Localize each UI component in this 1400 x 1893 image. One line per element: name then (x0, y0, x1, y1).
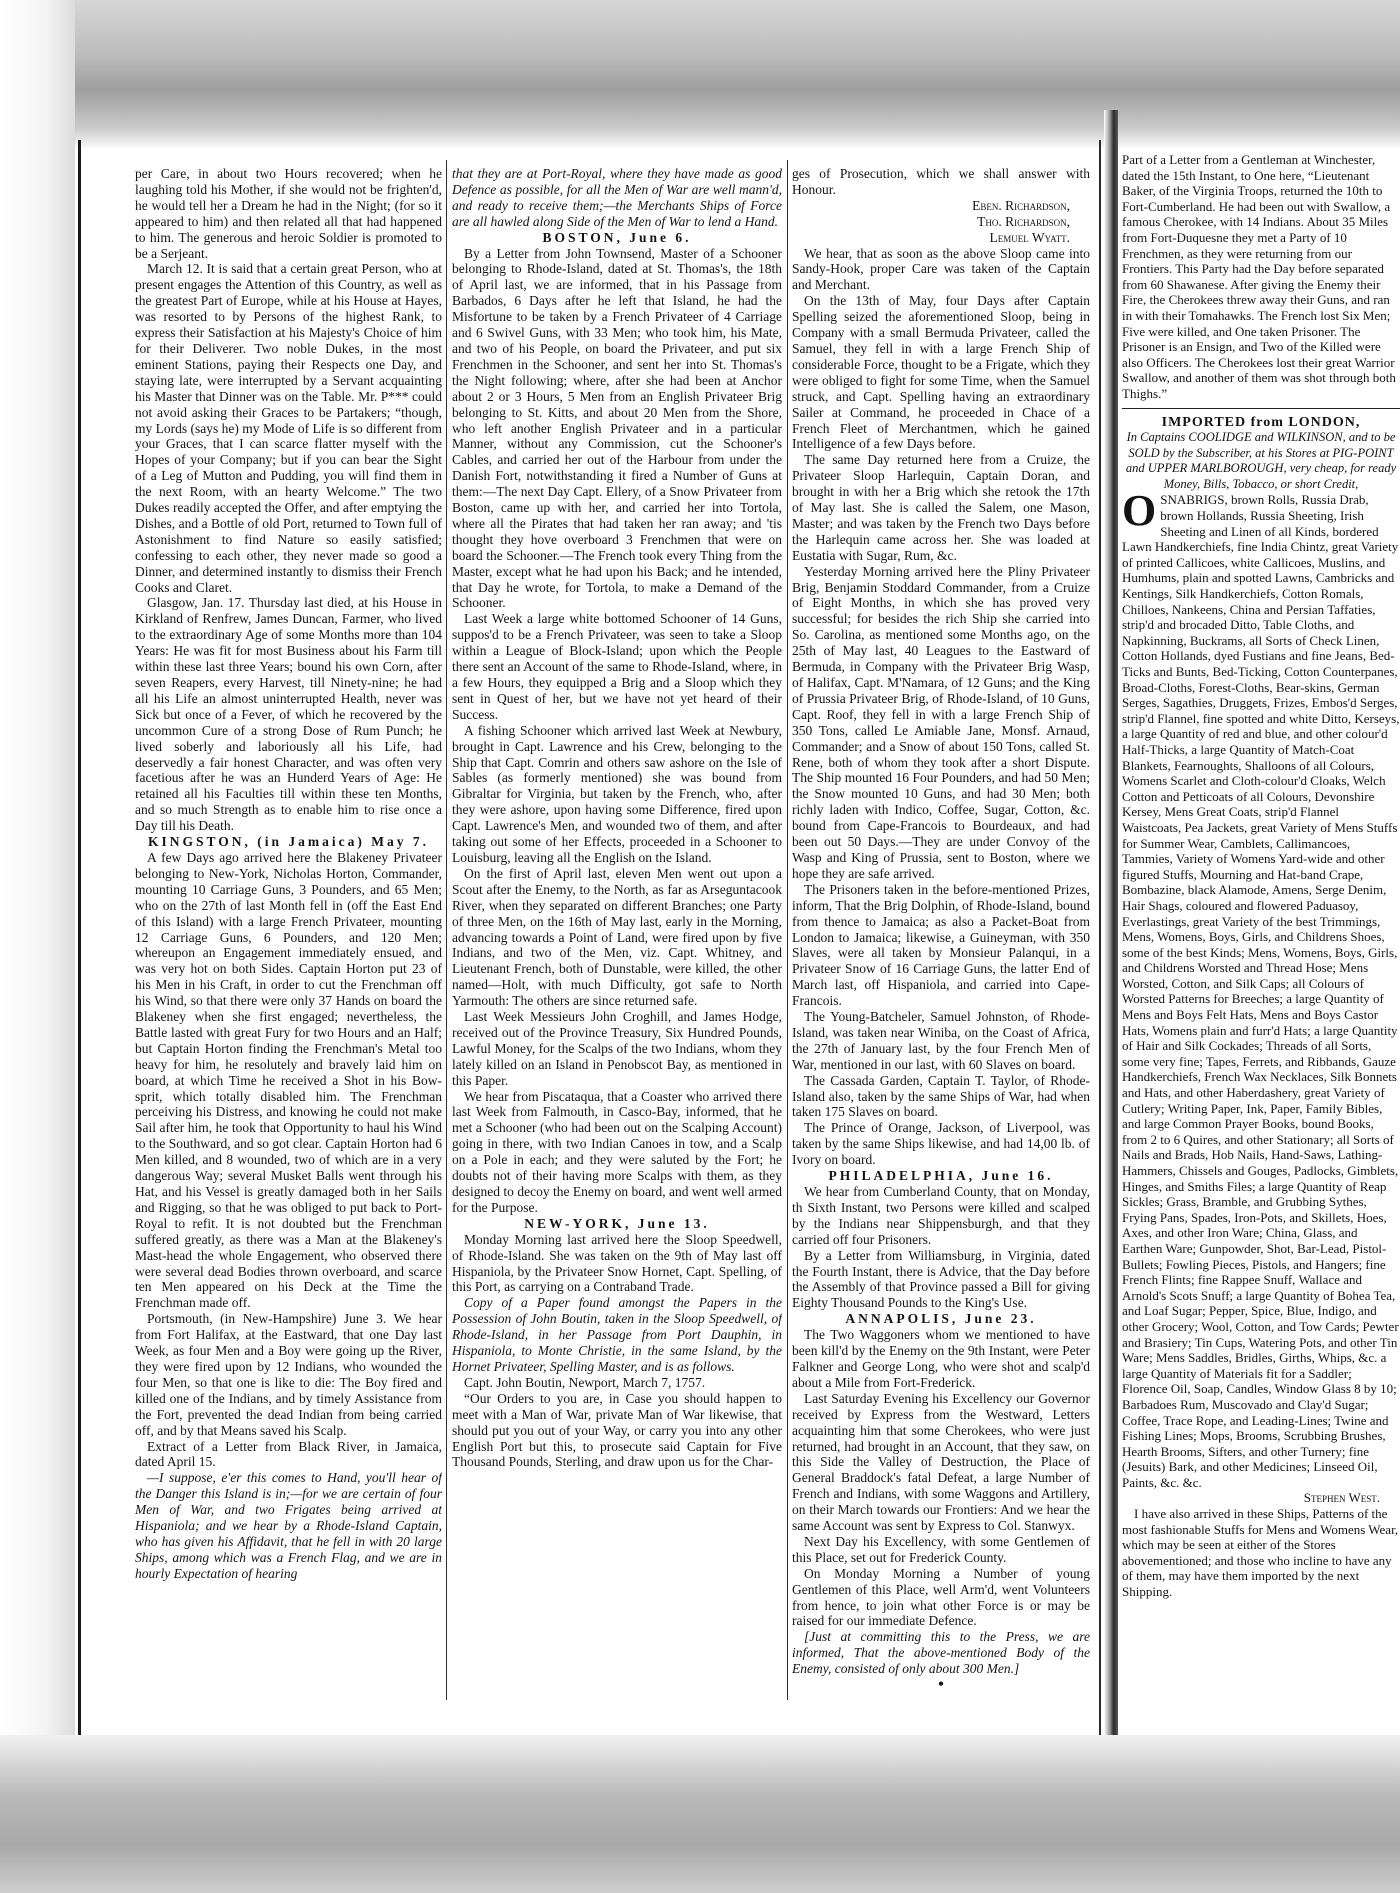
article-paragraph: March 12. It is said that a certain great Person, who at present engages the Attention of this Country, as well as the greatest Part of Europe, while at his House at Hayes, was resorted to by Persons of the highest Rank, to express their Satisfaction at his Majesty's Choice of him for their Deliverer. Two noble Dukes, in the most eminent Stations, paying their Respects one Day, and staying late, were interrupted by a Servant acquainting his Master that Dinner was on the Table. Mr. P*** could not avoid asking their Graces to be Partakers; “though, my Lords (says he) my Mode of Life is so different from your Graces, that I can scarce flatter myself with the Hopes of your Company; but if you can bear the Sight of a Leg of Mutton and Pudding, you will find them in the next Room, with an hearty Welcome.” The two Dukes readily accepted the Offer, and after emptying the Dishes, and a Bottle of old Port, returned to Town full of Astonishment to find Nature so easily satisfied; confessing to each other, they never made so good a Dinner, and determined instantly to dismiss their French Cooks and Claret. (135, 261, 442, 595)
page-fold-gutter (1104, 110, 1118, 1760)
signature-line: Eben. Richardson, (972, 197, 1070, 213)
article-paragraph: Portsmouth, (in New-Hampshire) June 3. We hear from Fort Halifax, at the Eastward, that one Day last Week, as four Men and a Boy were going up the River, they were fired upon by 12 Indians, who wounded the four Men, so that one is like to die: The Boy fired and killed one of the Indians, and by timely Assistance from the Fort, prevented the dead Indian from being carried off, and by that Means saved his Scalp. (135, 1311, 442, 1438)
column-2 (452, 166, 782, 1711)
article-paragraph: We hear, that as soon as the above Sloop came into Sandy-Hook, proper Care was taken of the Captain and Merchant. (792, 245, 1090, 293)
signature-line: Tho. Richardson, (977, 213, 1070, 229)
article-paragraph: The Prisoners taken in the before-mentioned Prizes, inform, That the Brig Dolphin, of Rhode-Island, bound from thence to Jamaica; as also a Packet-Boat from London to Jamaica; likewise, a Guineyman, with 350 Slaves, were all taken by Monsieur Palanqui, in a Privateer Snow of 16 Carriage Guns, the latter End of March last, off Hispaniola, and carried into Cape-Francois. (792, 881, 1090, 1009)
column-4-advertisements (1122, 152, 1400, 1712)
article-paragraph: Copy of a Paper found amongst the Papers in the Possession of John Boutin, taken in the Sloop Speedwell, of Rhode-Island, in her Passage from Port Dauphin, in Hispaniola, to Monte Christie, in the same Island, by the Hornet Privateer, Spelling Master, and is as follows. (452, 1295, 782, 1374)
dateline-annapolis: ANNAPOLIS, June 23. (845, 1311, 1037, 1327)
article-paragraph: Last Week Messieurs John Croghill, and James Hodge, received out of the Province Treasury, Six Hundred Pounds, Lawful Money, for the Scalps of the two Indians, whom they lately killed on an Island in Penobscot Bay, as mentioned in this Paper. (452, 1009, 782, 1088)
column-rule-1 (446, 160, 447, 1700)
ornament-mark: • (937, 1674, 945, 1695)
article-paragraph: Glasgow, Jan. 17. Thursday last died, at his House in Kirkland of Renfrew, James Duncan, Farmer, who lived to the extraordinary Age of some Months more than 104 Years: He was fit for most Business about his Farm till within these last three Years; bound his own Corn, after seven Reapers, every Harvest, till Ninety-nine; he had all his Life an almost uninterrupted Health, never was Sick but once of a Fever, of which he recovered by the uncommon Cure of a strong Dose of Rum Punch; he lived soberly and laboriously all his Life, had deservedly a fair honest Character, and was often very facetious after he was an Hunderd Years of Age: He retained all his Faculties till within these ten Months, and so much Strength as to enable him to rise once a Day till his Death. (135, 595, 442, 834)
article-paragraph: [Just at committing this to the Press, we are informed, That the above-mentioned Body of the Enemy, consisted of only about 300 Men.] (792, 1629, 1090, 1677)
article-paragraph: By a Letter from John Townsend, Master of a Schooner belonging to Rhode-Island, dated at St. Thomas's, the 18th of April last, we are informed, that in his Passage from Barbados, 6 Days after he left that Island, he had the Misfortune to be taken by a French Privateer of 4 Carriage and 6 Swivel Guns, with 33 Men; who took him, his Mate, and two of his People, on board the Privateer, and put six Frenchmen in the Schooner, and sent her into St. Thomas's the Night following; where, after she had been at Anchor about 2 or 3 Hours, 5 Men from an English Privateer Brig belonging to St. Kitts, and about 20 Men from the Shore, who left another English Privateer and in a particular Manner, without any Commission, cut the Schooner's Cables, and carried her out of the Harbour from under the Danish Fort, notwithstanding it fired a Number of Guns at them:—The next Day Capt. Ellery, of a Snow Privateer from Boston, came up with her, and carried her into Tortola, where all the Pirates that had taken her ran away; and 'tis thought they hove overboard 3 Frenchmen that were on board the Schooner.—The French took every Thing from the Master, except what he had upon his Back; and he intended, that Day he wrote, for Tortola, to make a Demand of the Schooner. (452, 245, 782, 611)
article-paragraph: Capt. John Boutin, Newport, March 7, 1757. (464, 1374, 706, 1390)
article-paragraph: Last Saturday Evening his Excellency our Governor received by Express from the Westward, Letters acquainting him that some Cherokees, who were just returned, had brought in an Account, that they saw, on this Side the Valley of Destruction, the Place of General Braddock's fatal Defeat, a large Number of French and Indians, with some Waggons and Artillery, on their March towards our Frontiers: And we hear the same Account was sent by Express to Col. Stanwyx. (792, 1390, 1090, 1534)
dateline-philadelphia: PHILADELPHIA, June 16. (828, 1168, 1054, 1184)
article-paragraph: —I suppose, e'er this comes to Hand, you'll hear of the Danger this Island is in;—for we are certain of four Men of War, and two Frigates being arrived at Hispaniola; and we hear by a Rhode-Island Captain, who has given his Affidavit, that he fell in with 20 large Ships, among which was a French Flag, and we are in hourly Expectation of hearing (135, 1470, 442, 1581)
article-paragraph: On the 13th of May, four Days after Captain Spelling seized the aforementioned Sloop, being in Company with a small Bermuda Privateer, called the Samuel, they fell in with a large French Ship of considerable Force, thought to be a Frigate, which they were obliged to fight for some Time, when the Samuel struck, and Capt. Spelling having an extraordinary Sailer at Command, he proceeded in Chace of a French Fleet of Merchantmen, which he gained Intelligence of a few Days before. (792, 293, 1090, 452)
article-paragraph: Part of a Letter from a Gentleman at Winchester, dated the 15th Instant, to One here, “Lieutenant Baker, of the Virginia Troops, returned the 10th to Fort-Cumberland. He had been out with Swallow, a famous Cherokee, with 14 Indians. About 35 Miles from Fort-Duquesne they met a Party of 10 Frenchmen, as they were returning from our Frontiers. This Party had the Day before separated from 60 Shawanese. After giving the Enemy their Fire, the Cherokees threw away their Guns, and ran in with their Tomahawks. The French lost Six Men; Five were killed, and One taken Prisoner. The Prisoner is an Ensign, and Two of the Killed were also Officers. The Cherokees lost their great Warrior Swallow, and another of them was shot through both Thighs.” (1122, 152, 1396, 401)
dateline-kingston: KINGSTON, (in Jamaica) May 7. (147, 834, 429, 850)
advertisement-text: SNABRIGS, brown Rolls, Russia Drab, brown Hollands, Russia Sheeting, Irish Sheeting and Linen of all Kinds, bordered Lawn Handkerchiefs, fine India Chintz, great Variety of printed Callicoes, white Callicoes, Muslins, and Humhums, plain and spotted Lawns, Cambricks and Kentings, Silk Handkerchiefs, Cotton Romals, Chilloes, Nankeens, China and Persian Taffaties, strip'd and brocaded Ditto, Table Cloths, and Napkinning, Buckrams, all Sorts of Check Linen, Cotton Hollands, dyed Fustians and fine Jeans, Bed-Ticks and Bunts, Bed-Ticking, Cotton Counterpanes, Broad-Cloths, Forest-Cloths, Bear-skins, German Serges, Sagathies, Druggets, Frizes, Embos'd Serges, strip'd Flannel, fine spotted and white Ditto, Kerseys, a large Quantity of red and blue, and other colour'd Half-Thicks, a large Quantity of Match-Coat Blankets, Fearnoughts, Shalloons of all Colours, Womens Scarlet and Cloth-colour'd Cloaks, Welch Cotton and Petticoats of all Colours, Devonshire Kersey, Mens Great Coats, strip'd Flannel Waistcoats, Pea Jackets, great Variety of Mens Stuffs for Summer Wear, Camblets, Callimancoes, Tammies, Variety of Womens Yard-wide and other figured Stuffs, Mourning and Hat-band Crape, Bombazine, black Alamode, Amens, Serge Denim, Hair Shags, coloured and flowered Paduasoy, Everlastings, great Variety of the best Trimmings, Mens, Womens, Boys, Girls, and Childrens Shoes, some of the best Kinds; Mens, Womens, Boys, Girls, and Childrens Worsted and Thread Hose; Mens Worsted, Cotton, and Silk Caps; all Colours of Worsted Patterns for Breeches; a large Quantity of Mens and Boys Felt Hats, Mens and Boys Castor Hats, Womens plain and furr'd Hats; a large Quantity of Hair and Silk Cockades; Threads of all Sorts, some very fine; Tapes, Ferrets, and Ribbands, Gauze Handkerchiefs, French Wax Necklaces, Silk Bonnets and Hats, and other Haberdashery, great Variety of Cutlery; Writing Paper, Ink, Paper, Family Bibles, and large Common Prayer Books, bound Books, from 2 to 6 Quires, and other Stationary; all Sorts of Nails and Brads, Hob Nails, Hand-Saws, Lathing-Hammers, Chissels and Gouges, Padlocks, Gimblets, Hinges, and Smiths Files; a large Quantity of Reap Sickles; Grass, Bramble, and Grubbing Sythes, Frying Pans, Spades, Iron-Pots, and Skillets, Hoes, Axes, and other Iron Ware; China, Glass, and Earthen Ware; Gunpowder, Shot, Bar-Lead, Pistol-Bullets; Fowling Pieces, Pistols, and Hangers; fine French Flints; fine Rappee Snuff, Wallace and Arnold's Scots Snuff; a large Quantity of Bohea Tea, and Loaf Sugar; Pepper, Spice, Blue, Indigo, and other Grocery; Wool, Cotton, and Tow Cards; Pewter and Brasiery; Tin Cups, Watering Pots, and other Tin Ware; Mens Saddles, Bridles, Girths, Whips, &c. a large Quantity of Materials fit for a Saddler; Florence Oil, Soap, Candles, Window Glass 8 by 10; Barbadoes Rum, Muscovado and Clay'd Sugar; Coffee, Trace Rope, and Leading-Lines; Twine and Fishing Lines; Mops, Brooms, Scrubbing Brushes, Hearth Brooms, Sifters, and other Turnery; fine (Jesuits) Bark, and other Medicines; Linseed Oil, Paints, &c. &c. (1122, 492, 1400, 1490)
article-paragraph: A few Days ago arrived here the Blakeney Privateer belonging to New-York, Nicholas Horton, Commander, mounting 10 Carriage Guns, 3 Pounders, and 65 Men; who on the 27th of last Month fell in (off the East End of this Island) with a large French Privateer, mounting 12 Carriage Guns, 6 Pounders, and 120 Men; whereupon an Engagement immediately ensued, and was very hot on both Sides. Captain Horton put 23 of his Men in his Craft, in order to cut the Frenchman off his Wind, so that there were only 37 Hands on board the Blakeney when she first engaged; nevertheless, the Battle lasted with great Fury for two Hours and an Half; but Captain Horton finding the Frenchman's Metal too heavy for him, he resolutely and bravely laid him on board, at which Time he received a Shot in his Bow-sprit, which totally disabled him. The Frenchman perceiving his Distress, and knowing he could not make Sail after him, he took that Opportunity to haul his Wind to the Southward, and so got clear. Captain Horton had 6 Men killed, and 8 wounded, two of which are in a very dangerous Way; several Musket Balls went through his Hat, and his Vessel is greatly damaged both in her Sails and Rigging, so that he was obliged to put back to Port-Royal to refit. It is not doubted but the Frenchman suffered greatly, as there was a Man at the Blakeney's Mast-head the whole Engagement, who observed there were several dead Bodies thrown overboard, and scarce ten Men appeared on his Deck at the Time the Frenchman made off. (135, 849, 442, 1311)
article-paragraph: ges of Prosecution, which we shall answer with Honour. (792, 166, 1090, 197)
article-paragraph: The Prince of Orange, Jackson, of Liverpool, was taken by the same Ships likewise, and had 14,00 lb. of Ivory on board. (792, 1120, 1090, 1168)
article-paragraph: The Two Waggoners whom we mentioned to have been kill'd by the Enemy on the 9th Instant, were Peter Falkner and George Long, who were shot and scalp'd about a Mile from Fort-Frederick. (792, 1327, 1090, 1390)
column-3 (792, 166, 1090, 1711)
article-paragraph: The same Day returned here from a Cruize, the Privateer Sloop Harlequin, Captain Doran, and brought in with her a Brig which she retook the 17th of May last. She is called the Salem, one Mason, Master; and was taken by the French two Days before the Harlequin came across her. She was loaded at Eustatia with Sugar, Rum, &c. (792, 452, 1090, 563)
article-paragraph: The Young-Batcheler, Samuel Johnston, of Rhode-Island, was taken near Winiba, on the Coast of Africa, the 27th of January last, by the four French Men of War, mentioned in our last, with 60 Slaves on board. (792, 1009, 1090, 1072)
dateline-boston: BOSTON, June 6. (542, 229, 692, 245)
dateline-new-york: NEW-YORK, June 13. (524, 1215, 710, 1231)
article-paragraph: Next Day his Excellency, with some Gentlemen of this Place, set out for Frederick County. (792, 1533, 1090, 1565)
advertisement-signature: Stephen West. (1303, 1490, 1380, 1506)
article-paragraph: per Care, in about two Hours recovered; when he laughing told his Mother, if she would not be frighten'd, he would tell her a Dream he had in the Night; (for so it appeared to him) and then related all that had happened to him. The generous and heroic Soldier is promoted to be a Serjeant. (135, 166, 442, 261)
article-paragraph: We hear from Cumberland County, that on Monday, th Sixth Instant, two Persons were killed and scalped by the Indians near Shippensburgh, and that they carried off four Prisoners. (792, 1184, 1090, 1247)
advertisement-body (1122, 486, 1400, 1490)
article-paragraph: By a Letter from Williamsburg, in Virginia, dated the Fourth Instant, there is Advice, that the Day before the Assembly of that Province passed a Bill for giving Eighty Thousand Pounds to the King's Use. (792, 1247, 1090, 1311)
article-paragraph: “Our Orders to you are, in Case you should happen to meet with a Man of War, private Man of War likewise, that should put you out of your Way, or carry you into any other English Port but this, to prosecute said Captain for Five Thousand Pounds, Sterling, and draw upon us for the Char- (452, 1390, 782, 1470)
column-1 (135, 166, 442, 1711)
signature-line: Lemuel Wyatt. (989, 229, 1070, 245)
article-paragraph: Yesterday Morning arrived here the Pliny Privateer Brig, Benjamin Stoddard Commander, from a Cruize of Eight Months, in which she has proved very successful; for besides the rich Ship she carried into So. Carolina, as mentioned some Months ago, on the 25th of May last, 40 Leagues to the Eastward of Bermuda, in Company with the Privateer Brig Wasp, of Halifax, Capt. M'Namara, of 12 Guns; and the King of Prussia Privateer Brig, of Rhode-Island, of 10 Guns, Capt. Roof, they fell in with a large French Ship of 350 Tons, called Le Amiable Jane, Monsf. Arnaud, Commander; and a Snow of about 150 Tons, called St. Rene, both of whom they took after a short Dispute. The Ship mounted 16 Four Pounders, and had 50 Men; the Snow mounted 10 Guns, and had 30 Men; both richly laden with Indico, Coffee, Sugar, Cotton, &c. bound from Cape-Francois to Bourdeaux, and had been out 50 Days.—They are under Convoy of the Wasp and King of Prussia, sent to Boston, where we hope they are safe arrived. (792, 563, 1090, 881)
advertisement-subheading: In Captains COOLIDGE and WILKINSON, and to be SOLD by the Subscriber, at his Stores at PIG-POINT and UPPER MARLBOROUGH, very cheap, for ready Money, Bills, Tobacco, or short Credit, (1125, 430, 1397, 491)
scan-shadow-top (0, 0, 1400, 150)
article-paragraph: Last Week a large white bottomed Schooner of 14 Guns, suppos'd to be a French Privateer, was seen to take a Sloop within a League of Block-Island; upon which the People there sent an Account of the same to Rhode-Island, where, in a few Hours, they equipped a Brig and a Sloop which they sent in Quest of her, but we have not yet heard of their Success. (452, 611, 782, 722)
article-paragraph: Extract of a Letter from Black River, in Jamaica, dated April 15. (135, 1438, 442, 1470)
scan-margin-left (0, 0, 75, 1893)
page-border-left (78, 140, 81, 1735)
column-rule-2 (787, 160, 788, 1700)
article-paragraph: We hear from Piscataqua, that a Coaster who arrived there last Week from Falmouth, in Casco-Bay, informed, that he met a Schooner (who had been out on the Scalping Account) going in there, with two Indian Canoes in tow, and a Scalp on a Pole in each; and they were saluted by the Fort; he doubts not of their having more Scalps with them, as they designed to decoy the Enemy on board, and went well armed for the Purpose. (452, 1088, 782, 1215)
article-paragraph: The Cassada Garden, Captain T. Taylor, of Rhode-Island also, taken by the same Ships of War, had when taken 175 Slaves on board. (792, 1072, 1090, 1120)
article-paragraph: I have also arrived in these Ships, Patterns of the most fashionable Stuffs for Mens and Womens Wear, which may be seen at either of the Stores abovementioned; and those who incline to have any of them, may have them imported by the next Shipping. (1122, 1506, 1399, 1600)
advertisement-heading: IMPORTED from LONDON, (1161, 414, 1361, 430)
page-border-right (1099, 140, 1101, 1735)
drop-cap: O (1122, 486, 1157, 536)
article-paragraph: On the first of April last, eleven Men went out upon a Scout after the Enemy, to the North, as far as Arseguntacook River, when they separated on different Branches; one Party of three Men, on the 16th of May last, early in the Morning, advancing towards a Point of Land, were fired upon by five Indians, and two of the Men, viz. Capt. Whitney, and Lieutenant French, both of Dunstable, were killed, the other named—Holt, with much Difficulty, got safe to North Yarmouth: The others are since returned safe. (452, 865, 782, 1009)
article-paragraph: that they are at Port-Royal, where they have made as good Defence as possible, for all the Men of War are well mann'd, and ready to receive them;—the Merchants Ships of Force are all hawled along Side of the Men of War to lend a Hand. (452, 166, 782, 229)
scan-shadow-bottom (0, 1735, 1400, 1893)
article-paragraph: Monday Morning last arrived here the Sloop Speedwell, of Rhode-Island. She was taken on the 9th of May last off Hispaniola, by the Privateer Snow Hornet, Capt. Spelling, of this Port, as carrying on a Contraband Trade. (452, 1231, 782, 1295)
article-paragraph: On Monday Morning a Number of young Gentlemen of this Place, well Arm'd, went Volunteers from hence, to join what other Force is or may be raised for our immediate Defence. (792, 1565, 1090, 1629)
section-divider (1122, 408, 1400, 409)
article-paragraph: A fishing Schooner which arrived last Week at Newbury, brought in Capt. Lawrence and his Crew, belonging to the Ship that Capt. Comrin and others saw ashore on the Isle of Sables (as formerly mentioned) she was bound from Gibraltar for Virginia, but taken by the French, who, after they were ashore, upon having some Difference, fired upon Capt. Lawrence's Men, and wounded two of them, and after taking out some of her Effects, proceeded in a Schooner to Louisburg, leaving all the English on the Island. (452, 722, 782, 865)
